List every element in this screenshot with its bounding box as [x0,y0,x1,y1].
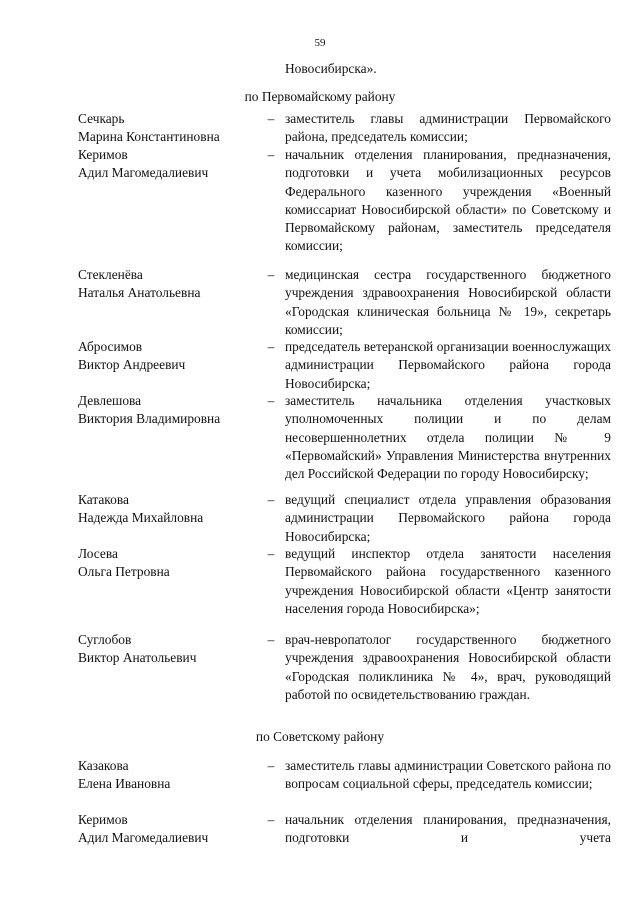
dash: – [267,111,275,126]
continuation-text: Новосибирска». [285,61,377,76]
member-name [78,266,263,303]
member-given-names: Марина Константиновна [78,129,220,145]
member-given-names: Елена Ивановна [78,776,171,792]
member-name [78,811,263,848]
member-name [78,392,263,429]
dash: – [267,632,275,647]
dash: – [267,147,275,162]
dash: – [267,339,275,354]
member-surname: Девлешова [78,393,142,408]
member-surname: Казакова [78,758,129,773]
section-heading-pervomaisky: по Первомайскому району [244,89,396,104]
member-given-names: Виктория Владимировна [78,411,221,427]
member-surname: Абросимов [78,339,143,354]
member-name [78,338,263,375]
member-surname: Сечкарь [78,111,125,126]
member-given-names: Надежда Михайловна [78,510,204,526]
member-given-names: Виктор Андреевич [78,357,186,373]
member-role: ведущий инспектор отдела занятости населения Первомайского района государственного казенного учреждения Новосибирской области «Центр занятости населения города Новосибирска»; [285,546,611,616]
dash: – [267,393,275,408]
member-surname: Керимов [78,812,128,827]
member-given-names: Наталья Анатольевна [78,285,201,301]
member-surname: Суглобов [78,632,132,647]
dash: – [267,267,275,282]
member-role: врач-невропатолог государственного бюджетного учреждения здравоохранения Новосибирской области «Городская поликлиника № 4», врач, руководящий работой по освидетельствованию граждан. [285,632,611,702]
member-surname: Катакова [78,492,129,507]
member-surname: Лосева [78,546,118,561]
member-given-names: Адил Магомедалиевич [78,830,209,846]
dash: – [267,492,275,507]
member-role: заместитель главы администрации Первомайского района, председатель комиссии; [285,111,611,145]
member-name [78,545,263,582]
member-surname: Стекленёва [78,267,143,282]
member-name [78,757,263,794]
page-number: 59 [314,37,326,49]
dash: – [267,546,275,561]
member-name [78,631,263,668]
member-surname: Керимов [78,147,128,162]
member-role: заместитель начальника отделения участковых уполномоченных полиции и по делам несовершеннолетних отдела полиции № 9 «Первомайский» Управления Министерства внутренних дел Российской Федерации по городу Новосибирску; [285,393,611,482]
member-role: медицинская сестра государственного бюджетного учреждения здравоохранения Новосибирской области «Городская клиническая больница № 19», секретарь комиссии; [285,267,611,337]
member-name [78,146,263,183]
member-role: ведущий специалист отдела управления образования администрации Первомайского района города Новосибирска; [285,492,611,544]
member-role: начальник отделения планирования, предназначения, подготовки и учета [285,812,611,846]
dash: – [267,758,275,773]
member-role: председатель ветеранской организации военнослужащих администрации Первомайского района города Новосибирска; [285,339,611,391]
member-name [78,491,263,528]
member-given-names: Ольга Петровна [78,564,170,580]
member-role: заместитель главы администрации Советского района по вопросам социальной сферы, председатель комиссии; [285,758,611,792]
member-given-names: Адил Магомедалиевич [78,165,209,181]
section-heading-sovetsky: по Советскому району [255,729,385,744]
dash: – [267,812,275,827]
member-name [78,110,263,147]
member-given-names: Виктор Анатольевич [78,650,197,666]
member-role: начальник отделения планирования, предназначения, подготовки и учета мобилизационных ресурсов Федерального казенного учреждения «Военный комиссариат Новосибирской области» по Советскому и Первомайскому районам, заместитель председателя комиссии; [285,147,611,254]
